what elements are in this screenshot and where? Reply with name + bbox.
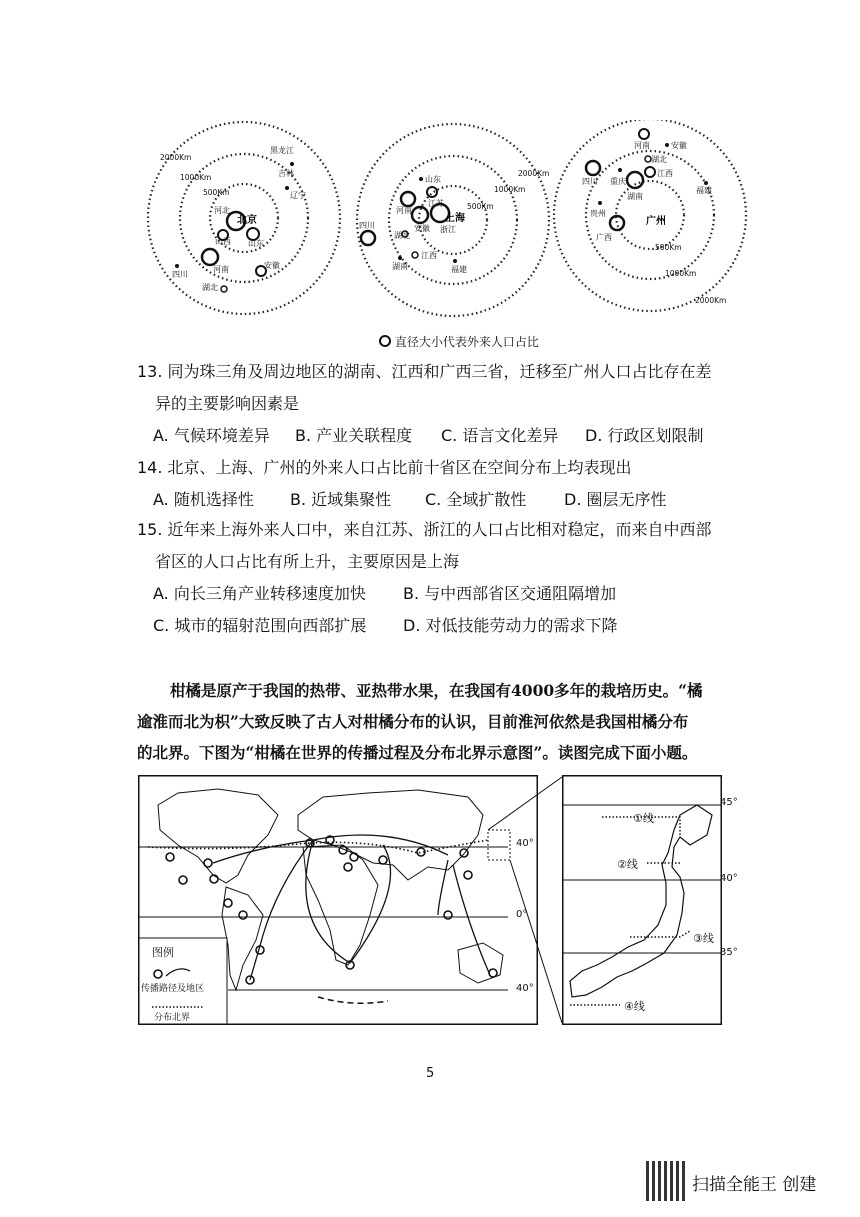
latitude-label: 45° — [720, 797, 738, 808]
question-15-option-b[interactable]: B. 与中西部省区交通阻隔增加 — [403, 584, 617, 603]
province-label: 浙江 — [440, 225, 456, 234]
question-14-option-b[interactable]: B. 近域集聚性 — [290, 490, 392, 509]
legend-spread-path: 传播路径及地区 — [141, 984, 205, 994]
question-13-option-a[interactable]: A. 气候环境差异 — [153, 426, 270, 445]
province-label: 安徽 — [264, 261, 280, 270]
province-label: 贵州 — [590, 209, 606, 218]
line-4-label: ④线 — [624, 1000, 645, 1013]
province-label: 江西 — [421, 251, 437, 260]
passage-line-3: 的北界。下图为“柑橘在世界的传播过程及分布北界示意图”。读图完成下面小题。 — [137, 743, 698, 762]
circle-maps — [140, 120, 780, 330]
latitude-label: 0° — [516, 909, 528, 920]
shanghai-circle-map — [357, 124, 549, 316]
province-label: 江苏 — [428, 199, 444, 208]
province-label: 山东 — [248, 239, 264, 248]
province-label: 广西 — [596, 233, 612, 242]
province-label: 黑龙江 — [270, 146, 294, 155]
province-label: 吉林 — [278, 169, 294, 178]
province-label: 河北 — [214, 206, 230, 215]
question-15-option-d[interactable]: D. 对低技能劳动力的需求下降 — [403, 616, 618, 635]
province-label: 湖南 — [627, 192, 643, 201]
legend-boundary: 分布北界 — [154, 1013, 191, 1023]
province-label: 福建 — [696, 186, 712, 195]
province-label: 四川 — [359, 221, 375, 230]
province-label: 湖北 — [651, 155, 667, 164]
question-13-option-d[interactable]: D. 行政区划限制 — [585, 426, 704, 445]
scanner-brand: 扫描全能王 创建 — [692, 1175, 817, 1195]
question-13-option-b[interactable]: B. 产业关联程度 — [295, 426, 413, 445]
center-city-label: 广州 — [646, 216, 666, 227]
distance-label: 1000Km — [180, 173, 212, 182]
question-14-line-1: 14. 北京、上海、广州的外来人口占比前十省区在空间分布上均表现出 — [137, 458, 632, 477]
distance-label: 500Km — [203, 188, 230, 197]
question-14-option-c[interactable]: C. 全域扩散性 — [425, 490, 527, 509]
question-15-line-2: 省区的人口占比有所上升，主要原因是上海 — [155, 552, 460, 571]
circle-legend-text: 直径大小代表外来人口占比 — [394, 335, 539, 349]
question-14-option-d[interactable]: D. 圈层无序性 — [564, 490, 667, 509]
distance-label: 2000Km — [160, 153, 192, 162]
latitude-label: 40° — [720, 873, 738, 884]
qr-code-icon — [646, 1161, 686, 1201]
province-label: 四川 — [172, 270, 188, 279]
zoom-connector — [488, 775, 564, 1025]
line-3-label: ③线 — [693, 932, 714, 945]
distance-label: 1000Km — [494, 185, 526, 194]
question-15-option-c[interactable]: C. 城市的辐射范围向西部扩展 — [153, 616, 367, 635]
question-13-option-c[interactable]: C. 语言文化差异 — [441, 426, 559, 445]
distance-label: 2000Km — [695, 296, 727, 305]
question-13-line-2: 异的主要影响因素是 — [155, 394, 300, 413]
question-15-option-a[interactable]: A. 向长三角产业转移速度加快 — [153, 584, 366, 603]
beijing-circle-map — [148, 122, 340, 314]
province-label: 河南 — [213, 265, 229, 274]
province-label: 四川 — [582, 177, 598, 186]
guangzhou-circle-map — [554, 120, 746, 311]
passage-line-2: 逾淮而北为枳”大致反映了古人对柑橘分布的认识，目前淮河依然是我国柑橘分布 — [137, 712, 689, 731]
question-15-line-1: 15. 近年来上海外来人口中，来自江苏、浙江的人口占比相对稳定，而来自中西部 — [137, 520, 712, 539]
province-label: 辽宁 — [290, 191, 306, 200]
province-label: 山东 — [425, 175, 441, 184]
province-label: 湖南 — [392, 262, 408, 271]
province-label: 湖北 — [394, 231, 410, 240]
distance-label: 500Km — [467, 202, 494, 211]
province-label: 河南 — [634, 141, 650, 150]
circle-legend-icon — [379, 335, 391, 347]
province-label: 福建 — [451, 265, 467, 274]
province-label: 安徽 — [414, 224, 430, 233]
distance-label: 1000Km — [665, 269, 697, 278]
province-label: 河南 — [396, 206, 412, 215]
line-1-label: ①线 — [633, 812, 654, 825]
latitude-label: 35° — [720, 947, 738, 958]
province-label: 重庆 — [610, 177, 626, 186]
circle-map-legend — [379, 334, 539, 350]
distance-label: 2000Km — [518, 169, 550, 178]
latitude-label: 40° — [516, 838, 534, 849]
latitude-label: 40° — [516, 983, 534, 994]
page-number: 5 — [426, 1066, 435, 1081]
center-city-label: 北京 — [237, 215, 257, 226]
province-label: 江西 — [657, 169, 673, 178]
province-label: 山西 — [215, 237, 231, 246]
question-14-option-a[interactable]: A. 随机选择性 — [153, 490, 254, 509]
province-label: 安徽 — [671, 141, 687, 150]
province-label: 湖北 — [202, 283, 218, 292]
center-city-label: 上海 — [445, 213, 465, 224]
distance-label: 500Km — [655, 243, 682, 252]
question-13-line-1: 13. 同为珠三角及周边地区的湖南、江西和广西三省，迁移至广州人口占比存在差 — [137, 362, 712, 381]
line-2-label: ②线 — [617, 858, 638, 871]
passage-line-1: 柑橘是原产于我国的热带、亚热带水果，在我国有4000多年的栽培历史。“橘 — [170, 681, 703, 700]
legend-title: 图例 — [152, 946, 174, 959]
